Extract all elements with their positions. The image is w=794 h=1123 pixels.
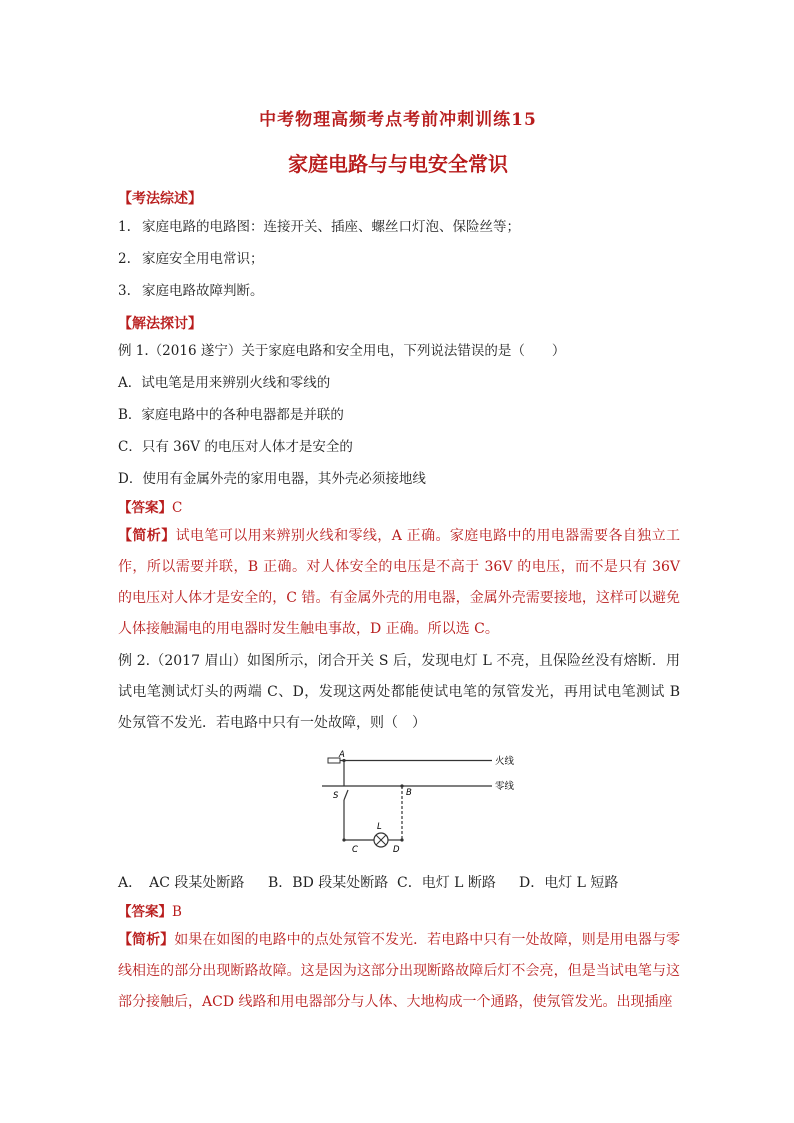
- overview-item-number: 3.: [118, 283, 131, 299]
- answer-label: 【答案】: [118, 500, 172, 516]
- methods-heading: 【解法探讨】: [118, 316, 202, 332]
- analysis-label: 【简析】: [118, 528, 176, 544]
- overview-heading: 【考法综述】: [118, 191, 202, 207]
- overview-item-text: 家庭电路的电路图：连接开关、插座、螺丝口灯泡、保险丝等；: [142, 219, 520, 235]
- label-b: B: [406, 788, 412, 798]
- overview-item: [118, 217, 678, 237]
- example2-option-c: C．电灯 L 断路: [397, 875, 496, 891]
- overview-item-number: 1.: [118, 219, 131, 235]
- overview-item-text: 家庭电路故障判断。: [142, 283, 264, 299]
- answer-label: 【答案】: [118, 904, 172, 920]
- example1-option-d: D．使用有金属外壳的家用电器，其外壳必须接地线: [118, 471, 426, 487]
- example1-answer: [118, 498, 678, 518]
- example1-option-a: A．试电笔是用来辨别火线和零线的: [118, 375, 331, 391]
- example1-option-b: B．家庭电路中的各种电器都是并联的: [118, 407, 344, 423]
- example2-option-a: A． AC 段某处断路: [118, 875, 245, 891]
- document-title: 中考物理高频考点考前冲刺训练15: [259, 110, 537, 130]
- document-subtitle: 家庭电路与与电安全常识: [288, 152, 508, 176]
- example2-analysis: [118, 925, 680, 1018]
- analysis-label: 【简析】: [118, 932, 175, 948]
- analysis-text: 试电笔可以用来辨别火线和零线，A 正确。家庭电路中的用电器需要各自独立工作，所以需要并联，B 正确。对人体安全的电压是不高于 36V 的电压，而不是只有 36V 的电压对人体才是安全的，C 错。有金属外壳的用电器，金属外壳需要接地，这样可以避免人体接触漏电的用电器时发生触电事故，D 正确。所以选 C。: [118, 528, 680, 637]
- switch-blade: [344, 790, 348, 800]
- circuit-diagram: [322, 748, 522, 858]
- overview-item-text: 家庭安全用电常识；: [142, 251, 264, 267]
- example2-question: 例 2.（2017 眉山）如图所示，闭合开关 S 后，发现电灯 L 不亮，且保险丝没有熔断．用试电笔测试灯头的两端 C、D，发现这两处都能使试电笔的氖管发光，再用试电笔测试 B 处氖管不发光．若电路中只有一处故障，则（ ）: [118, 653, 680, 731]
- overview-item: [118, 249, 678, 269]
- analysis-text: 如果在如图的电路中的点处氖管不发光．若电路中只有一处故障，则是用电器与零线相连的部分出现断路故障。这是因为这部分出现断路故障后灯不会亮，但是当试电笔与这部分接触后，ACD 线路和用电器部分与人体、大地构成一个通路，使氖管发光。出现插座: [118, 932, 681, 1010]
- example2-option-d: D．电灯 L 短路: [519, 875, 619, 891]
- example2-options: [118, 872, 678, 892]
- label-l: L: [377, 822, 382, 832]
- live-wire-label: 火线: [495, 756, 515, 767]
- example1-question: 例 1.（2016 遂宁）关于家庭电路和安全用电，下列说法错误的是（ ）: [118, 343, 566, 359]
- label-c: C: [352, 845, 358, 855]
- example2-answer: [118, 902, 678, 922]
- example1-option-c: C．只有 36V 的电压对人体才是安全的: [118, 439, 353, 455]
- neutral-wire-label: 零线: [495, 781, 515, 792]
- example1-analysis: [118, 521, 680, 645]
- overview-item-number: 2.: [118, 251, 131, 267]
- answer-value: B: [172, 904, 182, 920]
- label-a: A: [339, 750, 345, 760]
- overview-item: [118, 281, 678, 301]
- label-s: S: [333, 791, 339, 801]
- answer-value: C: [172, 500, 183, 516]
- label-d: D: [393, 845, 400, 855]
- example2-option-b: B．BD 段某处断路: [268, 875, 389, 891]
